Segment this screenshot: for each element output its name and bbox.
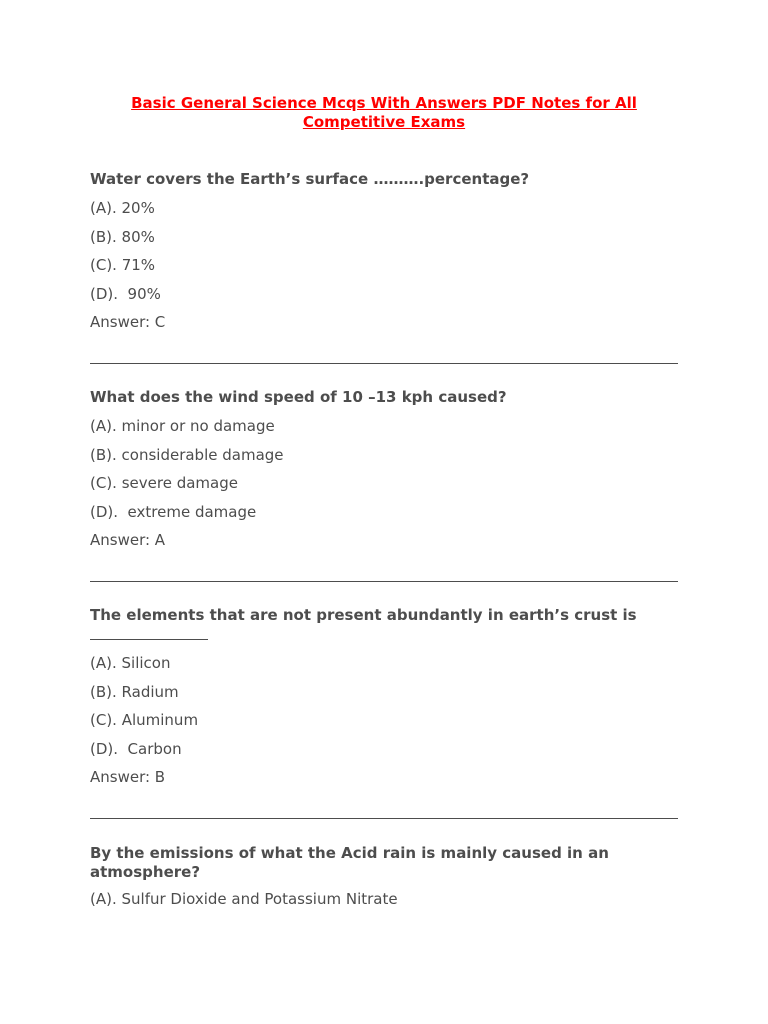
option-d: (D). Carbon: [90, 739, 182, 758]
question-text: The elements that are not present abundantly in earth’s crust is: [90, 606, 637, 624]
option-a: (A). Sulfur Dioxide and Potassium Nitrate: [90, 890, 398, 908]
answer-text: Answer: C: [90, 313, 166, 332]
option-a: (A). minor or no damage: [90, 417, 275, 435]
question-text-line-1: By the emissions of what the Acid rain is mainly caused in an: [90, 844, 609, 862]
answer-text: Answer: A: [90, 531, 166, 550]
title-line-1[interactable]: Basic General Science Mcqs With Answers PDF Notes for All: [131, 94, 637, 112]
question-block-2: [90, 388, 678, 560]
option-c: (C). 71%: [90, 256, 156, 275]
question-block-3: [90, 606, 678, 797]
option-d: (D). 90%: [90, 284, 161, 303]
question-text: [90, 844, 678, 882]
fill-in-blank-line: [90, 625, 208, 640]
option-d: (D). extreme damage: [90, 502, 257, 521]
question-block-4: [90, 844, 678, 919]
option-b: (B). Radium: [90, 682, 179, 701]
option-c: (C). severe damage: [90, 474, 238, 493]
option-a: (A). 20%: [90, 199, 155, 217]
option-b: (B). considerable damage: [90, 445, 284, 464]
section-divider: [90, 363, 678, 364]
question-text: Water covers the Earth’s surface ……….percentage?: [90, 170, 530, 188]
question-block-1: [90, 170, 678, 342]
question-text: What does the wind speed of 10 –13 kph caused?: [90, 388, 507, 406]
question-text-line-2: atmosphere?: [90, 863, 201, 881]
document-title[interactable]: [90, 94, 678, 132]
section-divider: [90, 818, 678, 819]
option-c: (C). Aluminum: [90, 711, 199, 730]
option-b: (B). 80%: [90, 227, 155, 246]
section-divider: [90, 581, 678, 582]
title-line-2[interactable]: Competitive Exams: [302, 113, 466, 131]
answer-text: Answer: B: [90, 768, 166, 787]
option-a: (A). Silicon: [90, 654, 171, 672]
